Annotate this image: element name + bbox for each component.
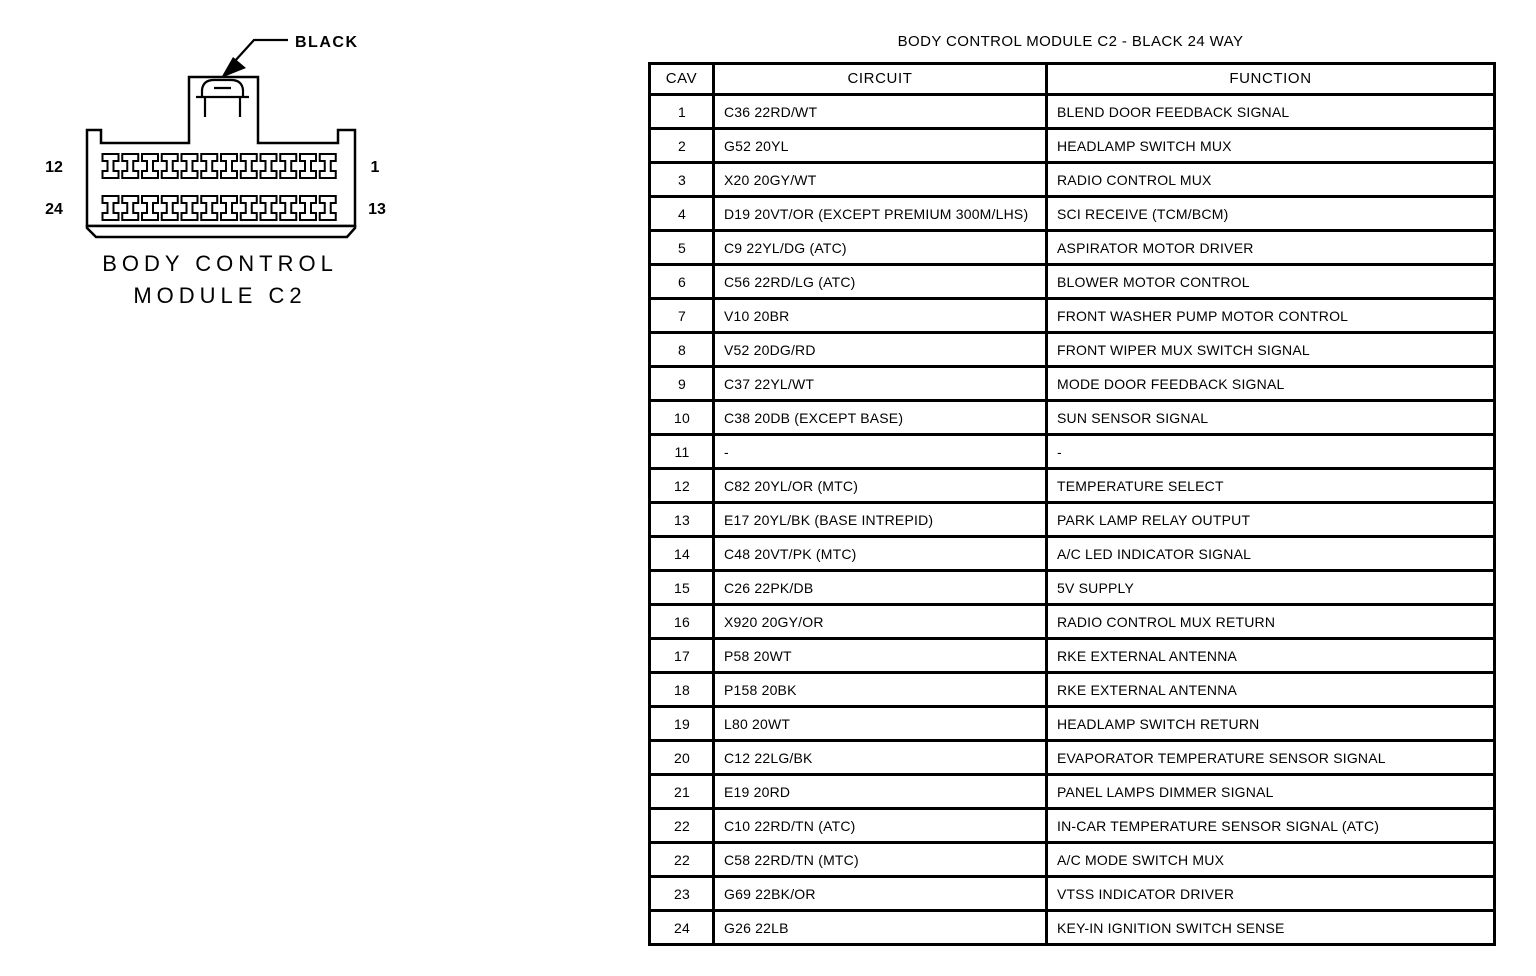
- function-cell: 5V SUPPLY: [1047, 571, 1495, 605]
- cav-cell: 1: [650, 95, 714, 129]
- function-cell: BLEND DOOR FEEDBACK SIGNAL: [1047, 95, 1495, 129]
- table-row: [650, 639, 1495, 673]
- circuit-cell: C10 22RD/TN (ATC): [714, 809, 1047, 843]
- connector-base-strip: [87, 226, 355, 237]
- connector-diagram: [0, 0, 460, 330]
- cav-cell: 22: [650, 809, 714, 843]
- table-row: [650, 809, 1495, 843]
- function-cell: -: [1047, 435, 1495, 469]
- table-row: [650, 741, 1495, 775]
- function-cell: FRONT WASHER PUMP MOTOR CONTROL: [1047, 299, 1495, 333]
- table-row: [650, 605, 1495, 639]
- circuit-cell: G52 20YL: [714, 129, 1047, 163]
- cav-cell: 16: [650, 605, 714, 639]
- callout-arrow-icon: [221, 57, 246, 78]
- pin-number-12: 12: [45, 159, 63, 176]
- function-cell: PANEL LAMPS DIMMER SIGNAL: [1047, 775, 1495, 809]
- cav-cell: 11: [650, 435, 714, 469]
- function-cell: RADIO CONTROL MUX: [1047, 163, 1495, 197]
- table-row: [650, 843, 1495, 877]
- connector-color-label: BLACK: [295, 34, 359, 51]
- circuit-cell: C56 22RD/LG (ATC): [714, 265, 1047, 299]
- table-header-row: [650, 64, 1495, 95]
- function-cell: EVAPORATOR TEMPERATURE SENSOR SIGNAL: [1047, 741, 1495, 775]
- function-cell: MODE DOOR FEEDBACK SIGNAL: [1047, 367, 1495, 401]
- header-function: FUNCTION: [1047, 64, 1495, 95]
- table-row: [650, 469, 1495, 503]
- circuit-cell: C9 22YL/DG (ATC): [714, 231, 1047, 265]
- function-cell: SCI RECEIVE (TCM/BCM): [1047, 197, 1495, 231]
- circuit-cell: C36 22RD/WT: [714, 95, 1047, 129]
- function-cell: ASPIRATOR MOTOR DRIVER: [1047, 231, 1495, 265]
- circuit-cell: C82 20YL/OR (MTC): [714, 469, 1047, 503]
- cav-cell: 20: [650, 741, 714, 775]
- table-row: [650, 401, 1495, 435]
- circuit-cell: G69 22BK/OR: [714, 877, 1047, 911]
- circuit-cell: L80 20WT: [714, 707, 1047, 741]
- circuit-cell: E19 20RD: [714, 775, 1047, 809]
- cav-cell: 23: [650, 877, 714, 911]
- table-row: [650, 333, 1495, 367]
- circuit-cell: C58 22RD/TN (MTC): [714, 843, 1047, 877]
- circuit-cell: P158 20BK: [714, 673, 1047, 707]
- function-cell: TEMPERATURE SELECT: [1047, 469, 1495, 503]
- table-row: [650, 95, 1495, 129]
- cav-cell: 22: [650, 843, 714, 877]
- cav-cell: 19: [650, 707, 714, 741]
- table-row: [650, 571, 1495, 605]
- table-row: [650, 877, 1495, 911]
- circuit-cell: E17 20YL/BK (BASE INTREPID): [714, 503, 1047, 537]
- cav-cell: 4: [650, 197, 714, 231]
- circuit-cell: G26 22LB: [714, 911, 1047, 945]
- function-cell: BLOWER MOTOR CONTROL: [1047, 265, 1495, 299]
- function-cell: IN-CAR TEMPERATURE SENSOR SIGNAL (ATC): [1047, 809, 1495, 843]
- cav-cell: 14: [650, 537, 714, 571]
- circuit-cell: C48 20VT/PK (MTC): [714, 537, 1047, 571]
- connector-caption-line1: BODY CONTROL: [102, 251, 338, 276]
- function-cell: RKE EXTERNAL ANTENNA: [1047, 673, 1495, 707]
- circuit-cell: C38 20DB (EXCEPT BASE): [714, 401, 1047, 435]
- function-cell: KEY-IN IGNITION SWITCH SENSE: [1047, 911, 1495, 945]
- cav-cell: 6: [650, 265, 714, 299]
- circuit-cell: C26 22PK/DB: [714, 571, 1047, 605]
- connector-caption-line2: MODULE C2: [133, 283, 307, 308]
- table-row: [650, 129, 1495, 163]
- cav-cell: 7: [650, 299, 714, 333]
- cav-cell: 8: [650, 333, 714, 367]
- table-row: [650, 367, 1495, 401]
- circuit-cell: V10 20BR: [714, 299, 1047, 333]
- table-row: [650, 163, 1495, 197]
- cav-cell: 9: [650, 367, 714, 401]
- circuit-cell: -: [714, 435, 1047, 469]
- circuit-cell: D19 20VT/OR (EXCEPT PREMIUM 300M/LHS): [714, 197, 1047, 231]
- table-row: [650, 673, 1495, 707]
- circuit-cell: X20 20GY/WT: [714, 163, 1047, 197]
- circuit-cell: P58 20WT: [714, 639, 1047, 673]
- table-title: BODY CONTROL MODULE C2 - BLACK 24 WAY: [897, 33, 1244, 50]
- function-cell: HEADLAMP SWITCH MUX: [1047, 129, 1495, 163]
- function-cell: RKE EXTERNAL ANTENNA: [1047, 639, 1495, 673]
- function-cell: FRONT WIPER MUX SWITCH SIGNAL: [1047, 333, 1495, 367]
- cav-cell: 12: [650, 469, 714, 503]
- table-row: [650, 775, 1495, 809]
- circuit-cell: X920 20GY/OR: [714, 605, 1047, 639]
- cav-cell: 17: [650, 639, 714, 673]
- table-row: [650, 231, 1495, 265]
- circuit-cell: V52 20DG/RD: [714, 333, 1047, 367]
- function-cell: RADIO CONTROL MUX RETURN: [1047, 605, 1495, 639]
- pin-number-24: 24: [45, 201, 63, 218]
- function-cell: HEADLAMP SWITCH RETURN: [1047, 707, 1495, 741]
- table-row: [650, 197, 1495, 231]
- table-row: [650, 503, 1495, 537]
- cav-cell: 5: [650, 231, 714, 265]
- cav-cell: 21: [650, 775, 714, 809]
- table-row: [650, 707, 1495, 741]
- cav-cell: 13: [650, 503, 714, 537]
- function-cell: VTSS INDICATOR DRIVER: [1047, 877, 1495, 911]
- header-circuit: CIRCUIT: [714, 64, 1047, 95]
- function-cell: A/C MODE SWITCH MUX: [1047, 843, 1495, 877]
- cav-cell: 10: [650, 401, 714, 435]
- cav-cell: 15: [650, 571, 714, 605]
- function-cell: SUN SENSOR SIGNAL: [1047, 401, 1495, 435]
- cav-cell: 24: [650, 911, 714, 945]
- cav-cell: 3: [650, 163, 714, 197]
- table-row: [650, 265, 1495, 299]
- pin-number-1: 1: [370, 159, 380, 176]
- header-cav: CAV: [650, 64, 714, 95]
- table-row: [650, 435, 1495, 469]
- callout-leader-line: [234, 40, 288, 62]
- table-row: [650, 911, 1495, 945]
- pinout-table-body: [650, 95, 1495, 945]
- pin-number-13: 13: [368, 201, 386, 218]
- table-row: [650, 299, 1495, 333]
- pinout-table: [648, 62, 1496, 946]
- table-row: [650, 537, 1495, 571]
- function-cell: A/C LED INDICATOR SIGNAL: [1047, 537, 1495, 571]
- circuit-cell: C12 22LG/BK: [714, 741, 1047, 775]
- function-cell: PARK LAMP RELAY OUTPUT: [1047, 503, 1495, 537]
- cav-cell: 2: [650, 129, 714, 163]
- cav-cell: 18: [650, 673, 714, 707]
- circuit-cell: C37 22YL/WT: [714, 367, 1047, 401]
